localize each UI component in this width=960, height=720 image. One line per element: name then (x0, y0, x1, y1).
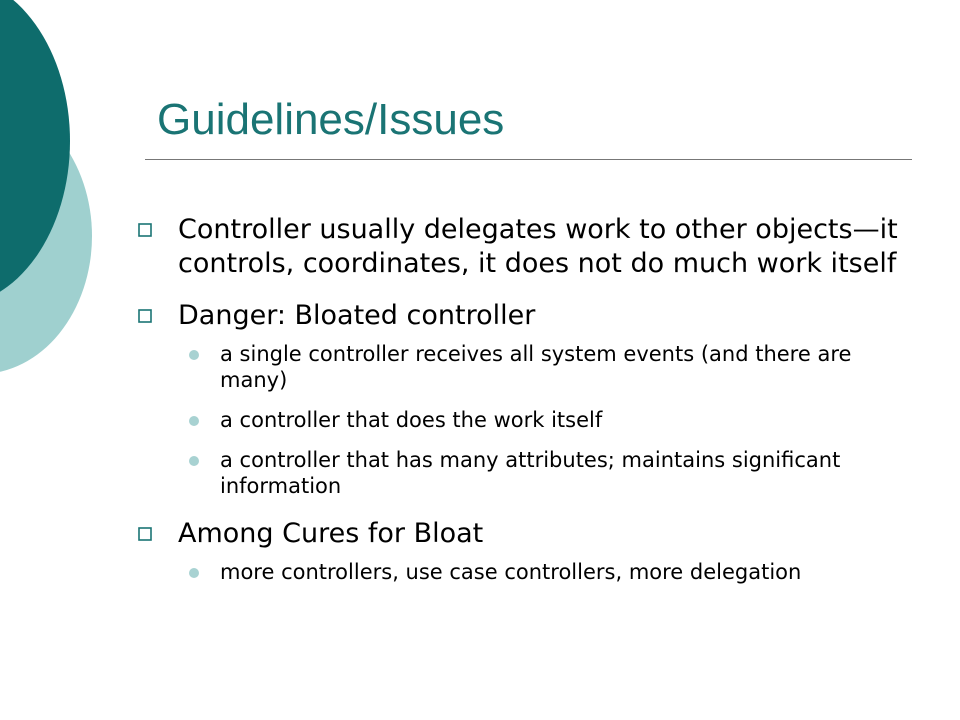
slide-title: Guidelines/Issues (157, 95, 505, 144)
bullet-item (134, 213, 924, 281)
hollow-square-bullet-icon (138, 223, 152, 237)
sub-bullet-text: a controller that does the work itself (220, 408, 603, 432)
sub-bullet-item (220, 341, 924, 393)
bullet-list (134, 213, 924, 599)
bullet-item (134, 299, 924, 333)
sub-bullet-text: a controller that has many attributes; maintains significant information (220, 448, 841, 498)
dot-bullet-icon (189, 416, 199, 426)
sub-bullet-item (220, 559, 924, 585)
dot-bullet-icon (189, 456, 199, 466)
hollow-square-bullet-icon (138, 309, 152, 323)
bullet-text: Among Cures for Bloat (178, 518, 484, 549)
bullet-text: Controller usually delegates work to other objects—it controls, coordinates, it does not do much work itself (178, 214, 898, 279)
dot-bullet-icon (189, 568, 199, 578)
bullet-text: Danger: Bloated controller (178, 300, 536, 331)
dot-bullet-icon (189, 350, 199, 360)
sub-bullet-item (220, 447, 924, 499)
title-divider (145, 159, 912, 160)
sub-bullet-text: a single controller receives all system events (and there are many) (220, 342, 852, 392)
bullet-item (134, 517, 924, 551)
hollow-square-bullet-icon (138, 527, 152, 541)
sub-bullet-text: more controllers, use case controllers, more delegation (220, 560, 802, 584)
sub-bullet-item (220, 407, 924, 433)
